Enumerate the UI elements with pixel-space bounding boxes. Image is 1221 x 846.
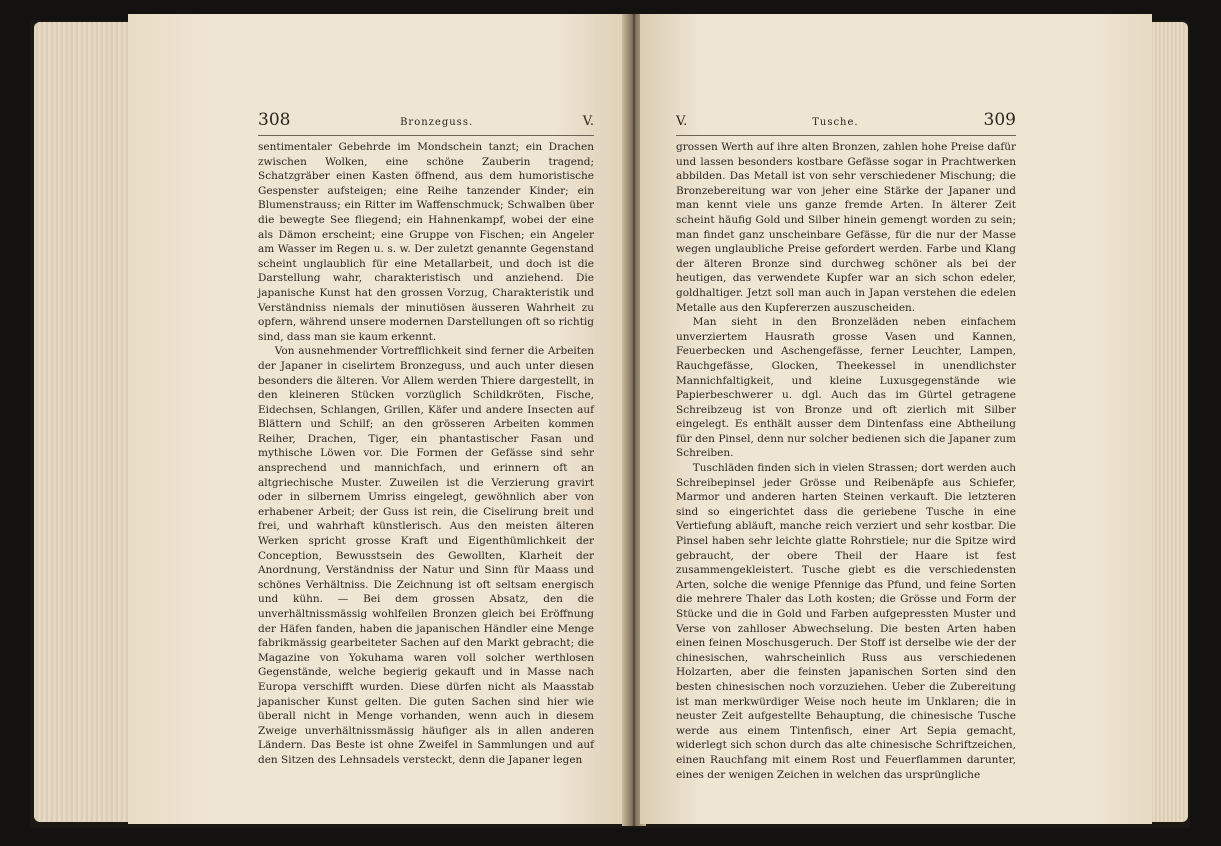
running-head-right: Tusche. (812, 117, 859, 128)
running-head-left: Bronzeguss. (400, 117, 474, 128)
left-page (128, 14, 628, 824)
section-number-right: V. (676, 114, 688, 129)
left-page-body (258, 140, 594, 768)
right-page-body (676, 140, 1016, 782)
page-number-left: 308 (258, 110, 291, 130)
page-edges-right (1150, 22, 1188, 822)
paragraph: Man sieht in den Bronzeläden neben einfachem unverziertem Hausrath grosse Vasen und Kannen, Feuerbecken und Aschengefässe, ferner Leuchter, Lampen, Rauchgefässe, Glocken, Theekessel in unendlichster Mannichfaltigkeit, und kleine Luxusgegenstände wie Papierbeschwerer u. dgl. Auch das im Gürtel getragene Schreibzeug ist von Bronze und oft zierlich mit Silber eingelegt. Es enthält ausser dem Dintenfass eine Abtheilung für den Pinsel, denn nur solcher bedienen sich die Japaner zum Schreiben. (676, 316, 1016, 460)
paragraph: grossen Werth auf ihre alten Bronzen, zahlen hohe Preise dafür und lassen besonders kostbare Gefässe sogar in Prachtwerken abbilden. Das Metall ist von sehr verschiedener Mischung; die Bronzebereitung war von jeher eine Stärke der Japaner und man kennt viele uns ganze fremde Arten. In älterer Zeit scheint häufig Gold und Silber hinein gemengt worden zu sein; man findet ganz unscheinbare Gefässe, für die nur der Masse wegen unglaubliche Preise gefordert werden. Farbe und Klang der älteren Bronze sind durchweg schöner als bei der heutigen, das verwendete Kupfer war an sich schon edeler, goldhaltiger. Jetzt soll man auch in Japan verstehen die edelen Metalle aus den Kupfererzen auszuscheiden. (676, 141, 1016, 314)
section-number-left: V. (582, 114, 594, 129)
paragraph: Tuschläden finden sich in vielen Strassen; dort werden auch Schreibepinsel jeder Grösse und Reibenäpfe aus Schiefer, Marmor und anderen harten Steinen verkauft. Die letzteren sind so eingerichtet dass die geriebene Tusche in eine Vertiefung abläuft, manche reich verziert und sehr kostbar. Die Pinsel haben sehr leichte glatte Rohrstiele; nur die Spitze wird gebraucht, der obere Theil der Haare ist fest zusammengekleistert. Tusche giebt es die verschiedensten Arten, solche die wenige Pfennige das Pfund, und feine Sorten die mehrere Thaler das Loth kosten; die Grösse und Form der Stücke und die in Gold und Farben aufgepressten Muster und Verse von zahlloser Abwechselung. Die besten Arten haben einen feinen Moschusgeruch. Der Stoff ist derselbe wie der der chinesischen, wahrscheinlich Russ aus verschiedenen Holzarten, aber die feinsten japanischen Sorten sind den besten chinesischen noch vorzuziehen. Ueber die Zubereitung ist man merkwürdiger Weise noch heute im Unklaren; die in neuster Zeit aufgestellte Behauptung, die chinesische Tusche werde aus einem Tintenfisch, einer Art Sepia gemacht, widerlegt sich schon durch das alte chinesische Schriftzeichen, einen Rauchfang mit einem Rost und Feuerflammen darunter, eines der wenigen Zeichen in welchen das ursprüngliche (676, 462, 1016, 781)
page-number-right: 309 (983, 110, 1016, 130)
right-page-header (676, 110, 1016, 136)
left-page-header (258, 110, 594, 136)
paragraph: sentimentaler Gebehrde im Mondschein tanzt; ein Drachen zwischen Wolken, eine schöne Zauberin tragend; Schatzgräber einen Kasten öffnend, aus dem humoristische Gespenster aufsteigen; eine Reihe tanzender Kinder; ein Blumenstrauss; ein Ritter im Waffenschmuck; Schwalben über die bewegte See fliegend; ein Hahnenkampf, wobei der eine als Dämon erscheint; eine Gruppe von Fischen; ein Angeler am Wasser im Regen u. s. w. Der zuletzt genannte Gegenstand scheint unglaublich für eine Metallarbeit, und doch ist die Darstellung wahr, charakteristisch und anziehend. Die japanische Kunst hat den grossen Vorzug, Charakteristik und Verständniss niemals der minutiösen äusseren Wahrheit zu opfern, während unsere modernen Darstellungen oft so richtig sind, dass man sie kaum erkennt. (258, 141, 594, 343)
right-page (640, 14, 1152, 824)
paragraph: Von ausnehmender Vortrefflichkeit sind ferner die Arbeiten der Japaner in ciselirtem Bronzeguss, und auch unter diesen besonders die älteren. Vor Allem werden Thiere dargestellt, in den kleineren Stücken vorzüglich Schildkröten, Fische, Eidechsen, Schlangen, Grillen, Käfer und andere Insecten auf Blättern und Schilf; an den grösseren Arbeiten kommen Reiher, Drachen, Tiger, ein phantastischer Fasan und mythische Löwen vor. Die Formen der Gefässe sind sehr ansprechend und mannichfach, und erinnern oft an altgriechische Muster. Zuweilen ist die Verzierung gravirt oder in silbernem Umriss eingelegt, gewöhnlich aber von erhabener Arbeit; der Guss ist rein, die Ciselirung breit und frei, und wahrhaft künstlerisch. Aus den meisten älteren Werken spricht grosse Kraft und Eigenthümlichkeit der Conception, Bewusstsein des Gewollten, Klarheit der Anordnung, Verständniss der Natur und Sinn für Maass und schönes Verhältniss. Die Zeichnung ist oft seltsam energisch und kühn. — Bei dem grossen Absatz, den die unverhältnissmässig wohlfeilen Bronzen gleich bei Eröffnung der Häfen fanden, haben die japanischen Händler eine Menge fabrikmässig gearbeiteter Sachen auf den Markt gebracht; die Magazine von Yokuhama waren voll solcher werthlosen Gegenstände, welche begierig gekauft und in Masse nach Europa verschifft wurden. Diese dürfen nicht als Maasstab japanischer Kunst gelten. Die guten Sachen sind hier wie überall nicht in Menge vorhanden, wenn auch in diesem Zweige unverhältnissmässig häufiger als in allen anderen Ländern. Das Beste ist ohne Zweifel in Sammlungen und auf den Sitzen des Lehnsadels versteckt, denn die Japaner legen (258, 345, 594, 766)
page-edges-left (34, 22, 130, 822)
